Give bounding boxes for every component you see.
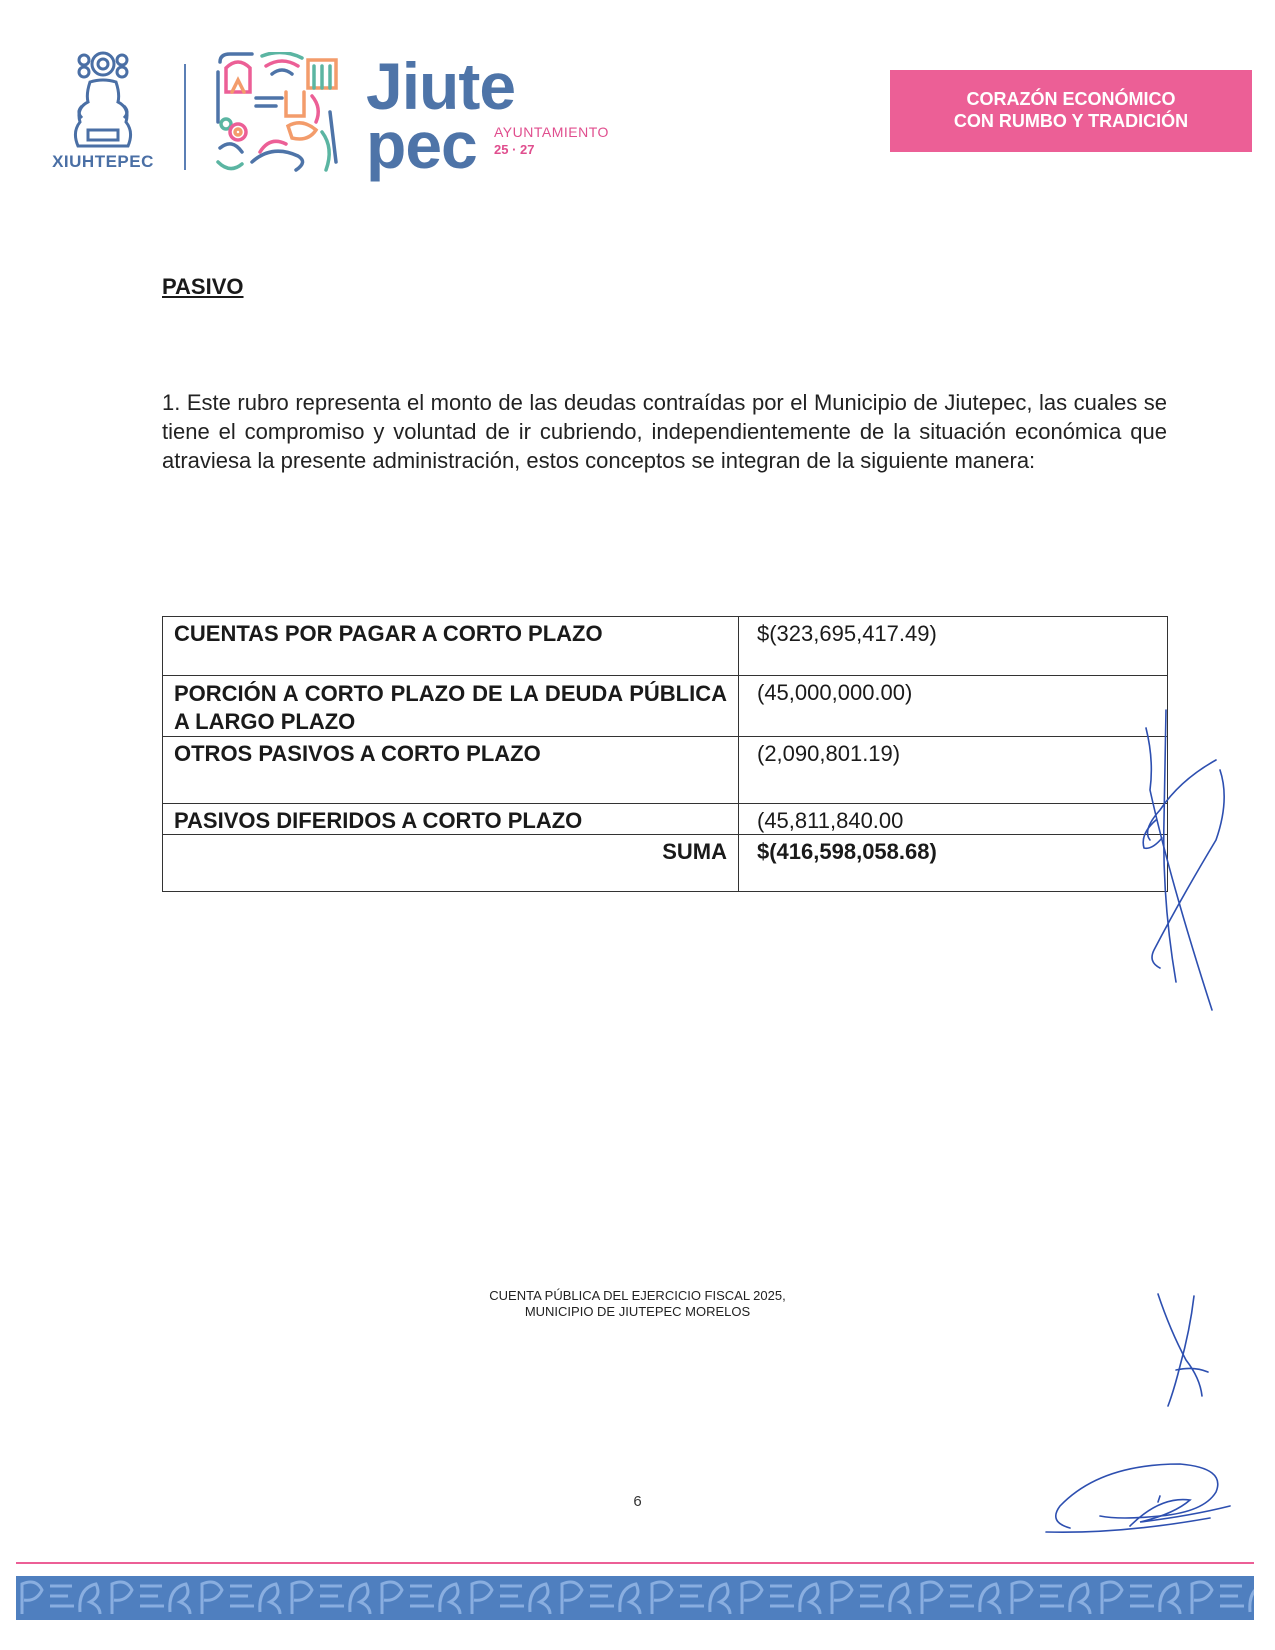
row-label: PORCIÓN A CORTO PLAZO DE LA DEUDA PÚBLICA A LARGO PLAZO xyxy=(174,681,727,734)
ayuntamiento-label: AYUNTAMIENTO xyxy=(494,124,609,140)
decorative-footer-band xyxy=(16,1576,1254,1620)
xiuhtepec-glyph-icon xyxy=(68,50,138,150)
row-label: OTROS PASIVOS A CORTO PLAZO xyxy=(163,737,739,804)
total-row xyxy=(163,835,1168,892)
signature-right-margin xyxy=(1120,700,1230,1020)
jiutepec-wordmark xyxy=(366,49,609,182)
page-number: 6 xyxy=(633,1493,642,1510)
row-label: CUENTAS POR PAGAR A CORTO PLAZO xyxy=(163,617,739,676)
xiuhtepec-label: XIUHTEPEC xyxy=(52,152,154,171)
slogan-banner xyxy=(890,70,1252,152)
term-years-label: 25 · 27 xyxy=(494,142,535,157)
row-amount: (45,000,000.00) xyxy=(739,676,1168,737)
liabilities-table xyxy=(162,616,1168,892)
jiutepec-emblem xyxy=(212,52,342,182)
slogan-line-1: CORAZÓN ECONÓMICO xyxy=(966,89,1176,109)
section-title: PASIVO xyxy=(162,274,244,299)
footer-caption xyxy=(0,1288,1275,1320)
section-paragraph: 1. Este rubro representa el monto de las deudas contraídas por el Municipio de Jiutepec, las cuales se tiene el compromiso y voluntad de ir cubriendo, independientemente de la situación económica que atraviesa la presente administración, estos conceptos se integran de la siguiente manera: xyxy=(162,390,1167,473)
slogan-line-2: CON RUMBO Y TRADICIÓN xyxy=(953,111,1189,131)
total-label: SUMA xyxy=(163,835,739,892)
row-amount: (45,811,840.00 xyxy=(739,804,1168,835)
jiutepec-emblem-icon xyxy=(212,52,342,177)
header-separator xyxy=(184,64,186,170)
table-row xyxy=(163,804,1168,835)
table-row xyxy=(163,617,1168,676)
brand-line-1: Jiute xyxy=(366,49,516,123)
footer-line-2: MUNICIPIO DE JIUTEPEC MORELOS xyxy=(524,1304,751,1319)
table-row xyxy=(163,737,1168,804)
table-row xyxy=(163,676,1168,737)
row-amount: (2,090,801.19) xyxy=(739,737,1168,804)
footer-line-1: CUENTA PÚBLICA DEL EJERCICIO FISCAL 2025, xyxy=(489,1288,786,1303)
total-amount: $(416,598,058.68) xyxy=(739,835,1168,892)
footer-pink-rule xyxy=(16,1562,1254,1564)
xiuhtepec-logo xyxy=(48,50,158,185)
row-amount: $(323,695,417.49) xyxy=(739,617,1168,676)
row-label: PASIVOS DIFERIDOS A CORTO PLAZO xyxy=(163,804,739,835)
brand-line-2: pec xyxy=(366,108,477,182)
